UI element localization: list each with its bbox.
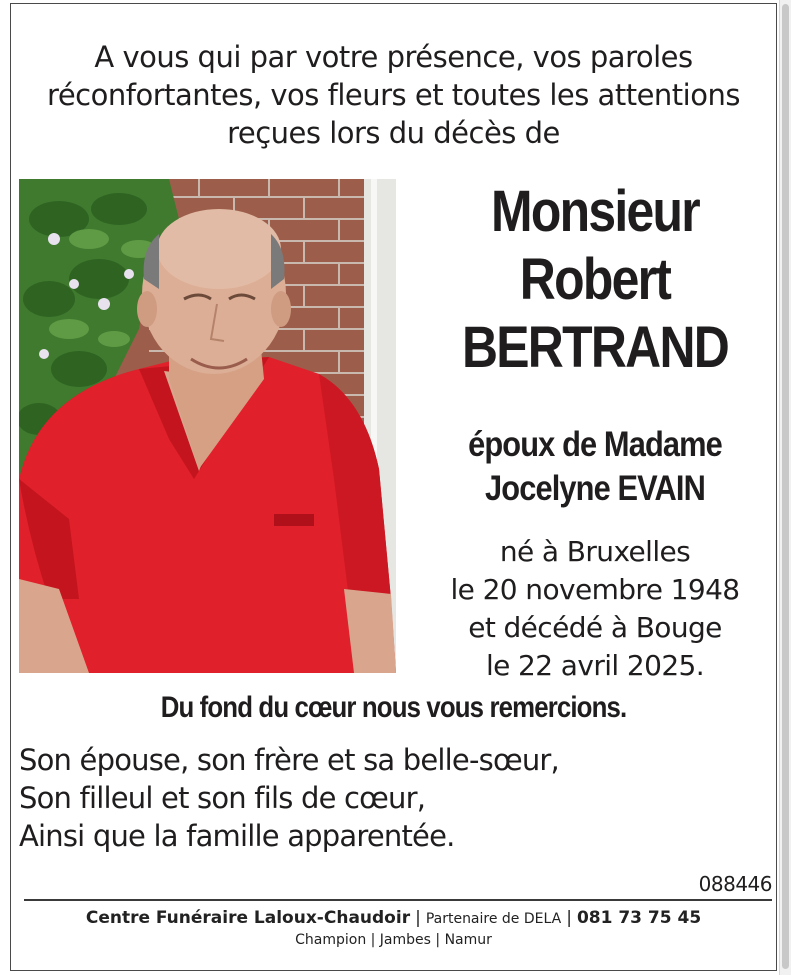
spouse-line-2: Jocelyne EVAIN — [485, 469, 705, 508]
birth-place: né à Bruxelles — [499, 535, 691, 568]
reference-number: 088446 — [698, 872, 772, 896]
deceased-last-name: BERTRAND — [461, 315, 729, 380]
family-line: Son épouse, son frère et sa belle-sœur, — [19, 743, 559, 777]
birth-date: le 20 novembre 1948 — [450, 573, 740, 606]
deceased-first-name: Robert — [519, 247, 671, 312]
spouse-info — [432, 423, 758, 511]
portrait-photo — [19, 179, 396, 673]
footer-separator: | — [566, 908, 572, 928]
thanks-message: Du fond du cœur nous vous remercions. — [160, 691, 627, 724]
footer-separator: | — [415, 908, 421, 928]
deceased-title: Monsieur — [491, 179, 699, 244]
intro-text: A vous qui par votre présence, vos paroles réconfortantes, vos fleurs et toutes les attentions reçues lors du décès de — [47, 40, 740, 150]
family-line: Ainsi que la famille apparentée. — [19, 819, 455, 853]
footer — [10, 906, 777, 949]
death-date: le 22 avril 2025. — [485, 649, 705, 682]
footer-locations: Champion | Jambes | Namur — [295, 932, 492, 948]
partner-text: Partenaire de DELA — [425, 911, 562, 927]
funeral-home-name: Centre Funéraire Laloux-Chaudoir — [85, 908, 411, 928]
death-place: et décédé à Bouge — [468, 611, 722, 644]
family-line: Son filleul et son fils de cœur, — [19, 781, 426, 815]
phone-number: 081 73 75 45 — [576, 908, 702, 928]
footer-contact-line — [10, 906, 777, 931]
family-list — [19, 741, 759, 855]
spouse-line-1: époux de Madame — [468, 425, 722, 464]
vertical-scrollbar[interactable] — [779, 0, 791, 975]
birth-death-info — [410, 533, 780, 685]
footer-divider — [24, 899, 772, 901]
scrollbar-thumb[interactable] — [782, 4, 789, 969]
deceased-name — [436, 178, 754, 382]
